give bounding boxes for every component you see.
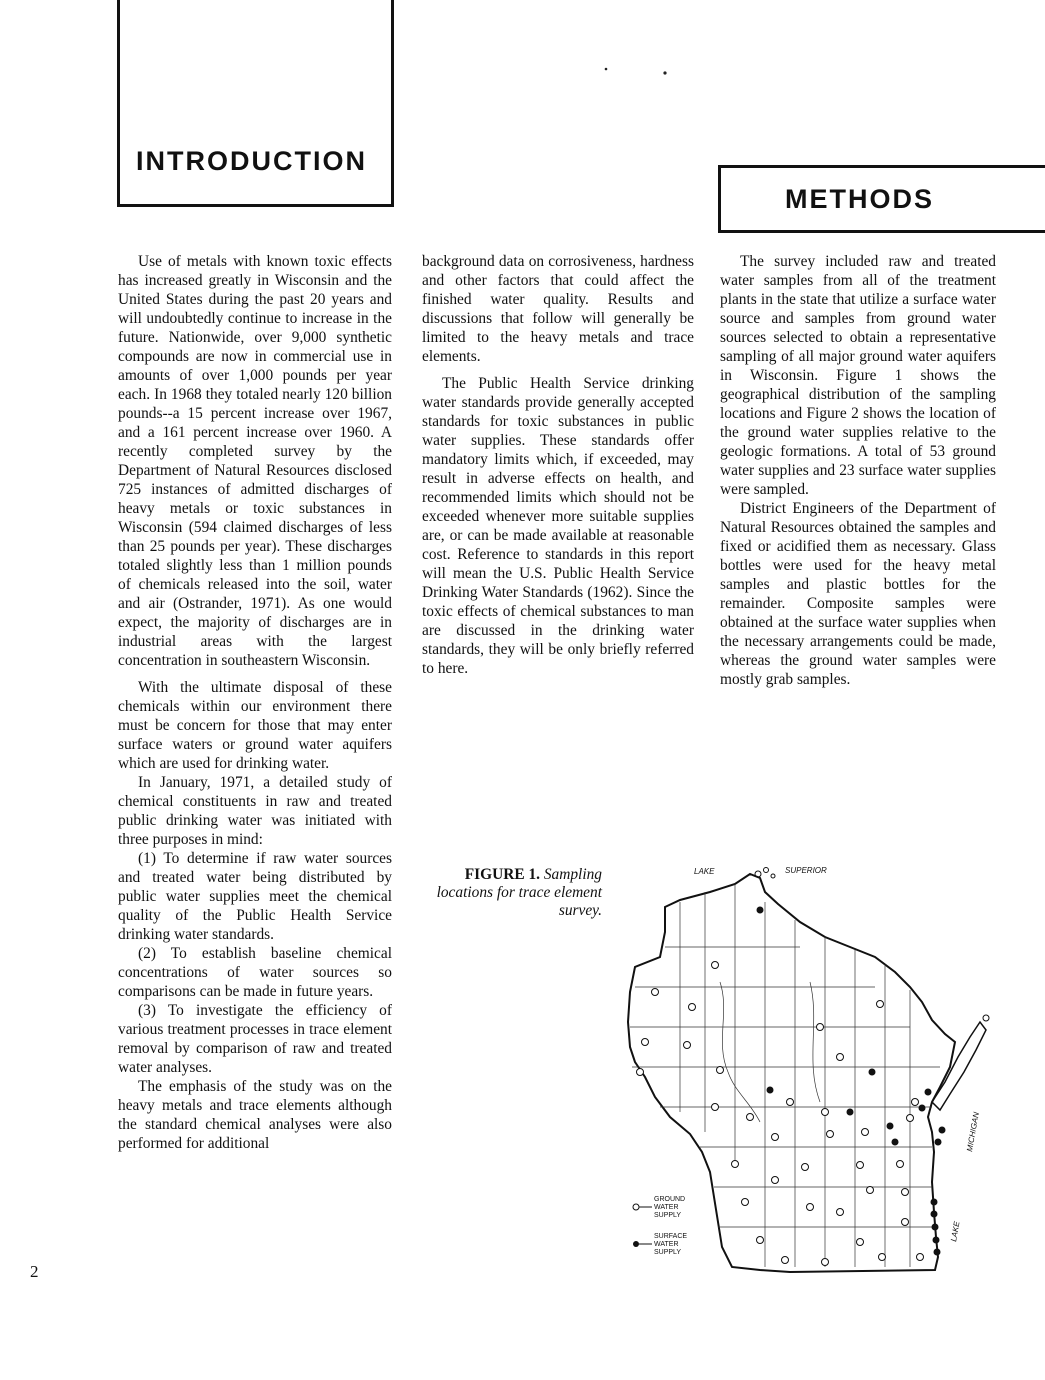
- surface-water-point: [931, 1211, 938, 1218]
- ground-water-point: [902, 1219, 909, 1226]
- ground-water-point: [837, 1209, 844, 1216]
- ground-water-point: [807, 1204, 814, 1211]
- ground-water-point: [684, 1042, 691, 1049]
- island: [764, 868, 769, 873]
- surface-water-point: [939, 1127, 946, 1134]
- legend-surface-symbol: [633, 1241, 639, 1247]
- paragraph: (2) To establish baseline chemical concentrations of water sources so comparisons can be made in future years.: [118, 945, 392, 1000]
- ground-water-point: [787, 1099, 794, 1106]
- ground-water-point: [772, 1177, 779, 1184]
- ground-water-point: [862, 1129, 869, 1136]
- ground-water-point: [912, 1099, 919, 1106]
- surface-water-point: [869, 1069, 876, 1076]
- ground-water-point: [907, 1115, 914, 1122]
- ground-water-point: [897, 1161, 904, 1168]
- ground-water-point: [782, 1257, 789, 1264]
- legend-ground-symbol: [633, 1204, 639, 1210]
- ground-water-point: [837, 1054, 844, 1061]
- legend-surface-line2: WATER: [654, 1241, 679, 1248]
- ground-water-point: [827, 1131, 834, 1138]
- ground-water-point: [817, 1024, 824, 1031]
- paragraph: With the ultimate disposal of these chemicals within our environment there must be concern for those that may enter surface waters or ground water aquifers which are used for drinking water.: [118, 679, 392, 772]
- surface-water-point: [925, 1089, 932, 1096]
- introduction-heading: INTRODUCTION: [136, 146, 367, 176]
- ground-water-points: [637, 962, 924, 1266]
- figure-caption-text: Sampling locations for trace element survey.: [436, 866, 602, 919]
- ground-water-point: [902, 1189, 909, 1196]
- legend-ground-line3: SUPPLY: [654, 1212, 682, 1219]
- island: [755, 871, 761, 877]
- surface-water-point: [847, 1109, 854, 1116]
- ground-water-point: [732, 1161, 739, 1168]
- ground-water-point: [879, 1254, 886, 1261]
- ground-water-point: [652, 989, 659, 996]
- ground-water-point: [712, 1104, 719, 1111]
- lake-michigan-label-2: LAKE: [949, 1220, 962, 1243]
- surface-water-point: [919, 1105, 926, 1112]
- ground-water-point: [712, 962, 719, 969]
- surface-water-point: [935, 1139, 942, 1146]
- ground-water-point: [637, 1069, 644, 1076]
- column-3: [720, 252, 996, 689]
- map-legend: [633, 1196, 687, 1256]
- legend-surface-line1: SURFACE: [654, 1233, 688, 1240]
- ground-water-point: [822, 1259, 829, 1266]
- introduction-heading-box: [117, 0, 394, 207]
- methods-heading-box: [718, 165, 1045, 233]
- surface-water-point: [932, 1224, 939, 1231]
- ground-water-point: [857, 1239, 864, 1246]
- column-1: [118, 252, 392, 1153]
- ground-water-point: [802, 1164, 809, 1171]
- ground-water-point: [757, 1237, 764, 1244]
- surface-water-point: [887, 1123, 894, 1130]
- methods-heading: METHODS: [785, 184, 934, 214]
- ground-water-point: [742, 1199, 749, 1206]
- ground-water-point: [822, 1109, 829, 1116]
- ground-water-point: [642, 1039, 649, 1046]
- paragraph: background data on corrosiveness, hardness and other factors that could affect the finished water quality. Results and discussions that follow will generally be limited to the heavy metals and trace elements.: [422, 253, 694, 365]
- ground-water-point: [772, 1134, 779, 1141]
- surface-water-point: [892, 1139, 899, 1146]
- surface-water-point: [931, 1199, 938, 1206]
- figure-1-caption: [430, 866, 602, 920]
- surface-water-point: [757, 907, 764, 914]
- door-peninsula: [932, 1022, 986, 1110]
- ground-water-point: [689, 1004, 696, 1011]
- paragraph: The Public Health Service drinking water standards provide generally accepted standards for toxic substances in public water supplies. These standards offer mandatory limits which, if exceeded, may result in adverse effects on health, and recommended limits which should not be exceeded whenever more suitable supplies are, or can be made available at reasonable cost. Reference to standards in this report will mean the U.S. Public Health Service Drinking Water Standards (1962). Since the toxic effects of chemical substances to man are discussed in the drinking water standards, they will be only briefly referred to here.: [422, 375, 694, 677]
- ground-water-point: [747, 1114, 754, 1121]
- wisconsin-sampling-map: [610, 862, 1010, 1282]
- ground-water-point: [857, 1162, 864, 1169]
- surface-water-point: [934, 1249, 941, 1256]
- paragraph: Use of metals with known toxic effects has increased greatly in Wisconsin and the United States during the past 20 years and will undoubtedly continue to increase in the future. Nationwide, over 9,000 synthetic compounds are now in commercial use in amounts of over 1,000 pounds per year each. In 1968 they totaled nearly 120 billion pounds--a 15 percent increase over 1967, and a 161 percent increase over 1960. A recently completed survey by the Department of Natural Resources disclosed 725 instances of admitted discharges of heavy metals or toxic substances in Wisconsin (594 claimed discharges of less than 25 pounds per year). These discharges totaled slightly less than 1 million pounds of chemicals released into the soil, water and air (Ostrander, 1971). As one would expect, the majority of discharges are in industrial areas with the largest concentration in southeastern Wisconsin.: [118, 253, 392, 669]
- lake-superior-label-1: LAKE: [694, 867, 715, 876]
- surface-water-points: [757, 907, 946, 1256]
- surface-water-point: [767, 1087, 774, 1094]
- paragraph: District Engineers of the Department of Natural Resources obtained the samples and fixed or acidified them as necessary. Glass bottles were used for the heavy metal samples and plastic bottles for the remainder. Composite samples were obtained at the surface water supplies when the necessary arrangements could be made, whereas the ground water samples were mostly grab samples.: [720, 500, 996, 688]
- speck: [663, 71, 666, 74]
- paragraph: The emphasis of the study was on the heavy metals and trace elements although the standard chemical analyses were also performed for additional: [118, 1078, 392, 1152]
- surface-water-point: [933, 1237, 940, 1244]
- speck: [605, 68, 608, 71]
- paragraph: (3) To investigate the efficiency of various treatment processes in trace element removal by comparison of raw and treated water analyses.: [118, 1002, 392, 1076]
- ground-water-point: [717, 1067, 724, 1074]
- figure-label: FIGURE 1.: [464, 866, 540, 883]
- island: [983, 1015, 989, 1021]
- paragraph: The survey included raw and treated water samples from all of the treatment plants in the state that utilize a surface water source and samples from ground water sources selected to obtain a representative sampling of all major ground water aquifers in Wisconsin. Figure 1 shows the geographical distribution of the sampling locations and Figure 2 shows the location of the ground water supplies relative to the geologic formations. A total of 53 ground water supplies and 23 surface water supplies were sampled.: [720, 253, 996, 498]
- column-2: [422, 252, 694, 678]
- paragraph: In January, 1971, a detailed study of chemical constituents in raw and treated public drinking water was initiated with three purposes in mind:: [118, 774, 392, 848]
- island: [771, 874, 775, 878]
- ground-water-point: [917, 1254, 924, 1261]
- ground-water-point: [867, 1187, 874, 1194]
- legend-ground-line2: WATER: [654, 1204, 679, 1211]
- lake-michigan-label-1: MICHIGAN: [965, 1111, 981, 1153]
- paragraph: (1) To determine if raw water sources and treated water being distributed by public water supplies meet the chemical quality of the Public Health Service drinking water standards.: [118, 850, 392, 943]
- ground-water-point: [877, 1001, 884, 1008]
- print-specks: [603, 66, 673, 78]
- page-number: 2: [30, 1262, 39, 1281]
- lake-superior-label-2: SUPERIOR: [785, 866, 827, 875]
- legend-surface-line3: SUPPLY: [654, 1249, 682, 1256]
- legend-ground-line1: GROUND: [654, 1196, 686, 1203]
